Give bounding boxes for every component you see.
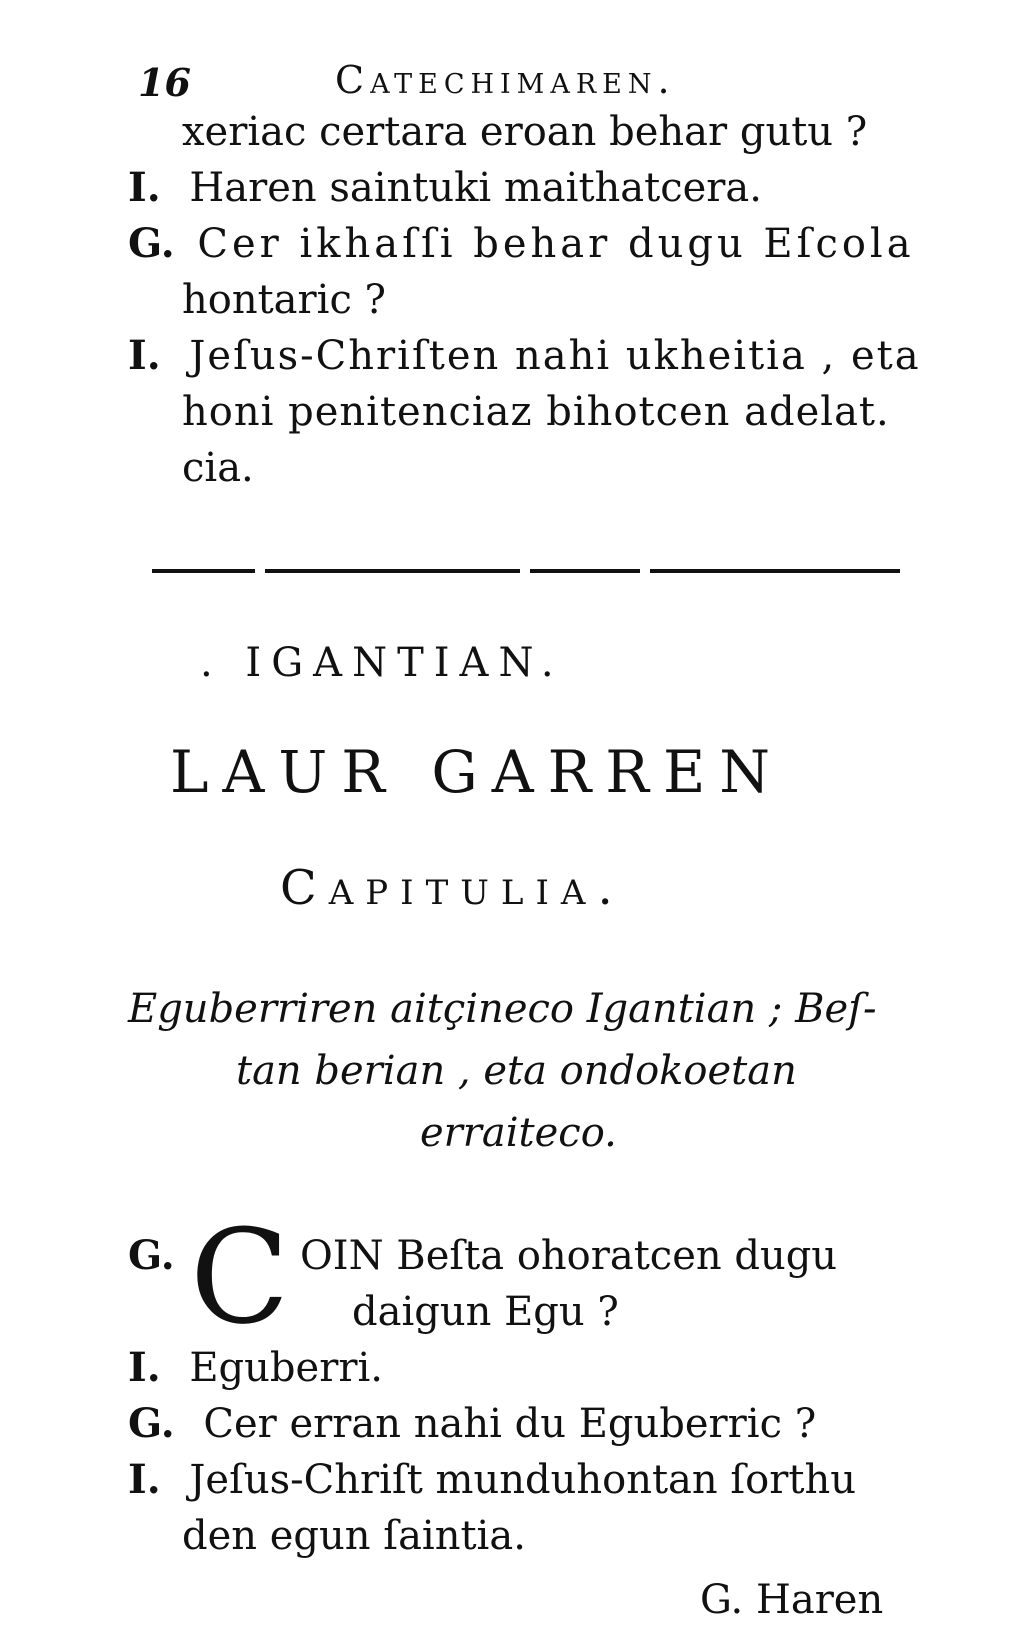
speaker-label: G. xyxy=(128,220,175,267)
dialogue-line xyxy=(128,160,762,216)
chapter-subtitle-line: Eguberriren aitçineco Igantian ; Beſ- xyxy=(128,986,877,1032)
dialogue-line xyxy=(128,1340,383,1396)
running-title: Catechimaren. xyxy=(335,58,676,102)
dialogue-line xyxy=(182,384,890,440)
catchword: G. Haren xyxy=(700,1577,884,1623)
dialogue-text: OIN Beſta ohoratcen dugu xyxy=(300,1233,838,1279)
dialogue-line xyxy=(128,216,915,272)
dialogue-line xyxy=(182,272,386,328)
speaker-label: I. xyxy=(128,164,161,211)
speaker-label: G. xyxy=(128,1232,175,1279)
chapter-label: Capitulia. xyxy=(280,860,625,916)
chapter-subtitle-line: tan berian , eta ondokoetan xyxy=(236,1048,797,1094)
dialogue-text: Cer ikhaſſi behar dugu Eſcola xyxy=(197,221,915,267)
dialogue-text: honi penitenciaz bihotcen adelat. xyxy=(182,389,890,435)
dialogue-line xyxy=(128,1452,856,1508)
dialogue-text: Jeſus-Chriſten nahi ukheitia , eta xyxy=(189,333,921,379)
dialogue-line xyxy=(182,104,867,160)
chapter-number-heading: LAUR GARREN xyxy=(170,738,785,806)
page-number: 16 xyxy=(138,60,191,105)
dialogue-text: den egun ſaintia. xyxy=(182,1513,526,1559)
dialogue-line xyxy=(182,1508,526,1564)
section-heading: . IGANTIAN. xyxy=(200,640,564,686)
dialogue-text: Jeſus-Chriſt munduhontan ſorthu xyxy=(189,1457,856,1503)
speaker-label: G. xyxy=(128,1400,175,1447)
drop-cap-letter: C xyxy=(190,1201,290,1353)
chapter-subtitle-line: erraiteco. xyxy=(420,1110,617,1156)
dialogue-text: hontaric ? xyxy=(182,277,387,323)
rule-break xyxy=(255,566,265,576)
dialogue-text: Cer erran nahi du Eguberric ? xyxy=(203,1401,817,1447)
dialogue-text: xeriac certara eroan behar gutu ? xyxy=(182,109,868,155)
speaker-label: I. xyxy=(128,1344,161,1391)
rule-break xyxy=(640,566,650,576)
dialogue-text: Haren saintuki maithatcera. xyxy=(189,165,762,211)
dialogue-line xyxy=(128,328,921,384)
dialogue-line xyxy=(128,1396,816,1452)
dialogue-text: cia. xyxy=(182,445,254,491)
speaker-label: I. xyxy=(128,332,161,379)
dialogue-text: Eguberri. xyxy=(189,1345,383,1391)
speaker-label: I. xyxy=(128,1456,161,1503)
dialogue-text: daigun Egu ? xyxy=(352,1289,619,1335)
rule-break xyxy=(520,566,530,576)
dialogue-line xyxy=(182,440,254,496)
